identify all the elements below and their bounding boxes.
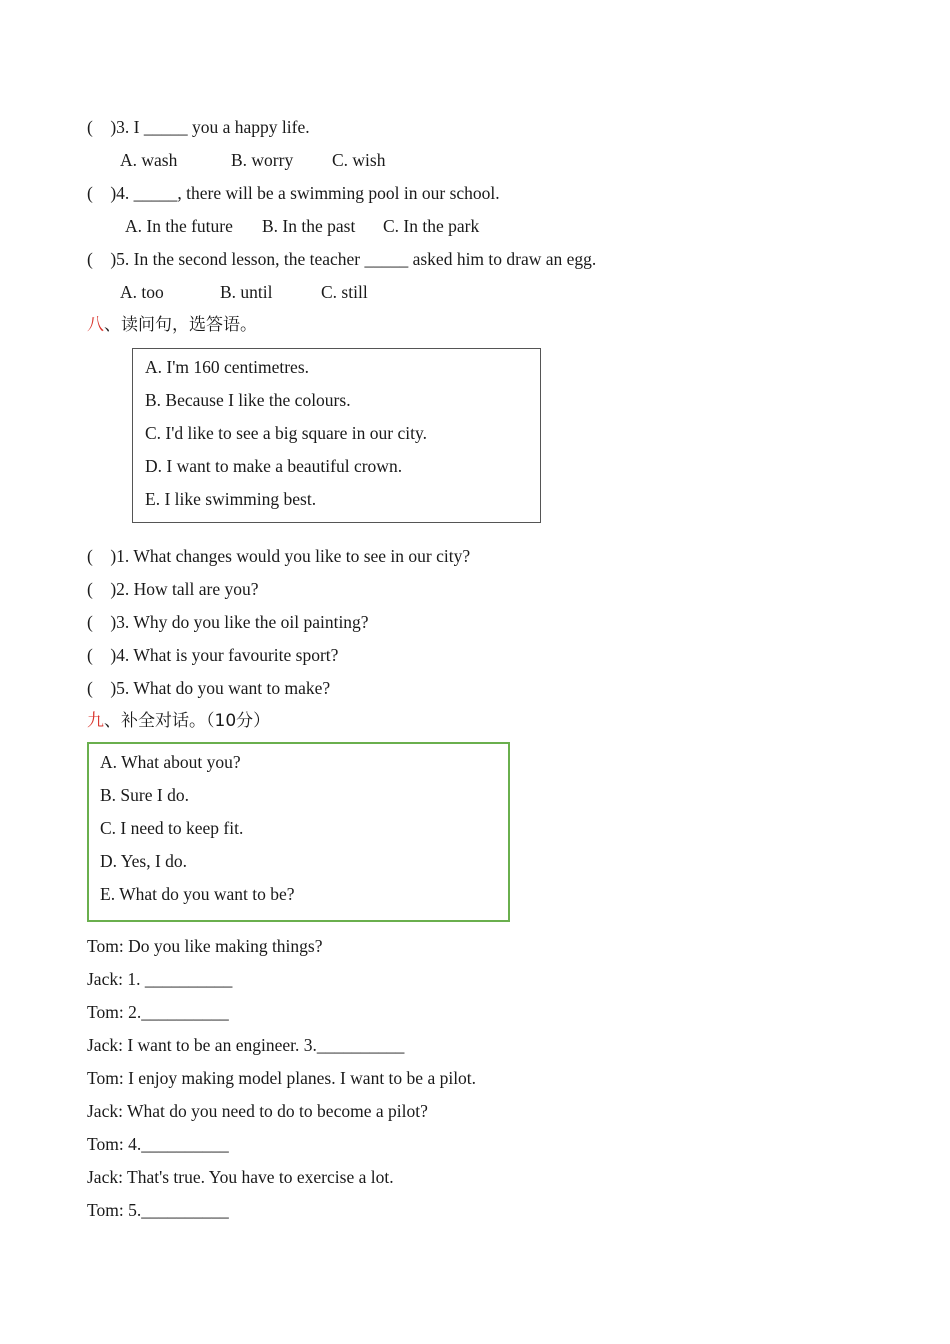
section-8-option-b: B. Because I like the colours. [145,390,351,410]
section-8-option-a: A. I'm 160 centimetres. [145,357,310,377]
question-5-option-b: B. until [220,282,273,302]
dialogue-line-4: Jack: I want to be an engineer. 3.__________ [87,1035,405,1055]
section-8-option-e: E. I like swimming best. [145,489,317,509]
section-8-question-2: ( )2. How tall are you? [87,579,259,599]
question-3-option-c: C. wish [332,150,386,170]
question-4-stem: ( )4. _____, there will be a swimming pool in our school. [87,183,500,203]
section-9-heading [87,710,270,732]
question-5-stem: ( )5. In the second lesson, the teacher _____ asked him to draw an egg. [87,249,597,269]
question-4-option-c: C. In the park [383,216,480,236]
section-8-question-4: ( )4. What is your favourite sport? [87,645,339,665]
section-9-number: 九 [87,711,104,731]
dialogue-line-7: Tom: 4.__________ [87,1134,229,1154]
question-5-option-c: C. still [321,282,368,302]
section-8-question-3: ( )3. Why do you like the oil painting? [87,612,369,632]
section-8-option-d: D. I want to make a beautiful crown. [145,456,403,476]
dialogue-line-6: Jack: What do you need to do to become a pilot? [87,1101,428,1121]
question-4-option-a: A. In the future [125,216,233,236]
question-3-stem: ( )3. I _____ you a happy life. [87,117,310,137]
dialogue-line-9: Tom: 5.__________ [87,1200,229,1220]
section-8-option-c: C. I'd like to see a big square in our city. [145,423,427,443]
section-8-number: 八 [87,315,104,335]
section-9-title: 、补全对话。（10分） [104,711,271,731]
section-8-question-5: ( )5. What do you want to make? [87,678,331,698]
dialogue-line-8: Jack: That's true. You have to exercise a lot. [87,1167,394,1187]
section-8-question-1: ( )1. What changes would you like to see in our city? [87,546,471,566]
dialogue-line-1: Tom: Do you like making things? [87,936,323,956]
section-9-option-c: C. I need to keep fit. [100,818,244,838]
question-3-option-b: B. worry [231,150,294,170]
section-9-option-b: B. Sure I do. [100,785,189,805]
dialogue-line-2: Jack: 1. __________ [87,969,233,989]
dialogue-line-5: Tom: I enjoy making model planes. I want to be a pilot. [87,1068,477,1088]
section-8-title: 、读问句，选答语。 [104,315,257,335]
dialogue-line-3: Tom: 2.__________ [87,1002,229,1022]
section-9-option-d: D. Yes, I do. [100,851,188,871]
question-5-option-a: A. too [120,282,164,302]
section-9-option-e: E. What do you want to be? [100,884,295,904]
question-3-option-a: A. wash [120,150,178,170]
section-8-heading [87,314,257,336]
question-4-option-b: B. In the past [262,216,356,236]
section-9-option-a: A. What about you? [100,752,241,772]
